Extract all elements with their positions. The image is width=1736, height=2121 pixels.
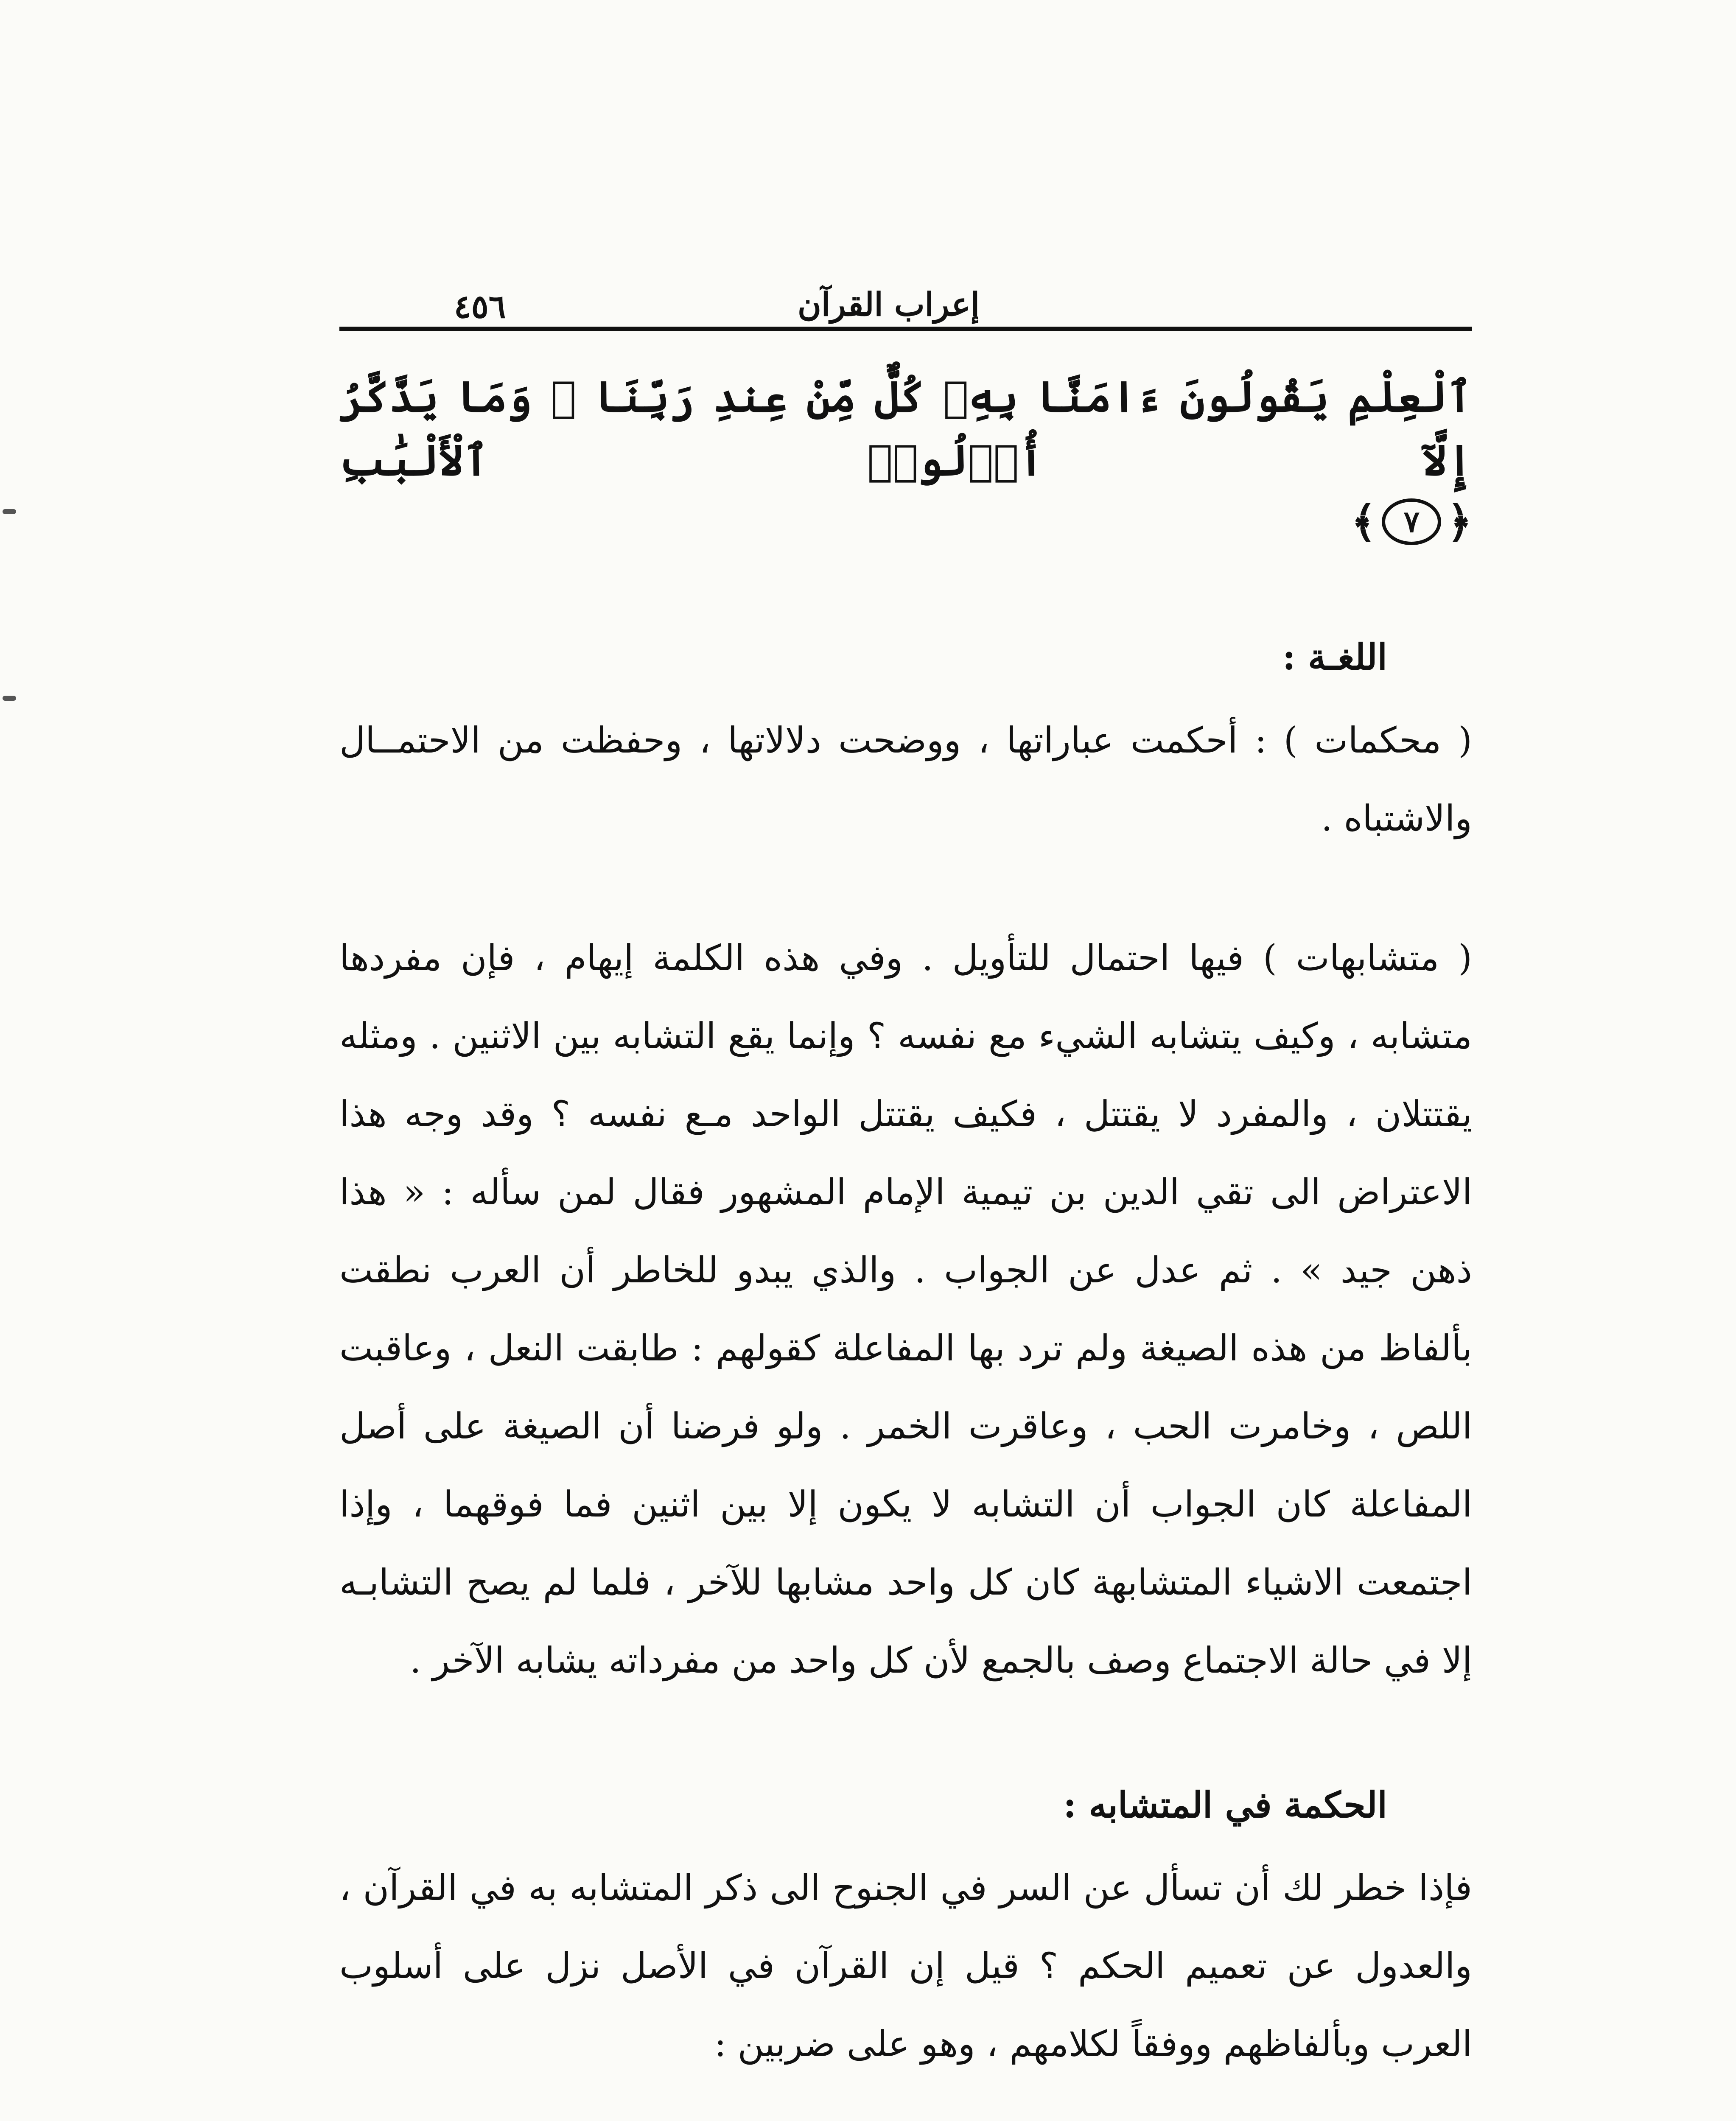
scan-margin-mark [3,696,16,701]
running-header [339,271,1472,327]
section-heading-wisdom: الحكمة في المتشابه : [1063,1783,1387,1826]
paragraph-wisdom: فإذا خطر لك أن تسأل عن السر في الجنوح الى ذكر المتشابه به في القرآن ، والعدول عن تعميم الحكم ؟ قيل إن القرآن في الأصل نزل على أسلوب العرب وبألفاظهم ووفقاً لكلامهم ، وهو على ضربين : [339,1867,1472,2065]
verse-end [339,496,1472,547]
book-title: إعراب القرآن [798,285,980,323]
verse-bracket-open: ﴿ [1447,497,1472,547]
scan-margin-mark [3,509,16,514]
page-content [339,271,1472,2083]
paragraph-mutashabihat: ( متشابهات ) فيها احتمال للتأويل . وفي هذه الكلمة إيهام ، فإن مفردها متشابه ، وكيف يتشابه الشيء مع نفسه ؟ وإنما يقع التشابه بين الاثنين . ومثله يقتتلان ، والمفرد لا يقتتل ، فكيف يقتتل الواحد مـع نفسه ؟ وقد وجه هذا الاعتراض الى تقي الدين بن تيمية الإمام المشهور فقال لمن سأله : « هذا ذهن جيد » . ثم عدل عن الجواب . والذي يبدو للخاطر أن العرب نطقت بألفاظ من هذه الصيغة ولم ترد بها المفاعلة كقولهم : طابقت النعل ، وعاقبت اللص ، وخامرت الحب ، وعاقرت الخمر . ولو فرضنا أن الصيغة على أصل المفاعلة كان الجواب أن التشابه لا يكون إلا بين اثنين فما فوقهما ، وإذا اجتمعت الاشياء المتشابهة كان كل واحد مشابها للآخر ، فلما لم يصح التشابـه إلا في حالة الاجتماع وصف بالجمع لأن كل واحد من مفرداته يشابه الآخر . [339,937,1472,1681]
page-number: ٤٥٦ [454,288,506,325]
section-heading-language: اللغـة : [1282,636,1387,678]
paragraph-muhkamat: ( محكمات ) : أحكمت عباراتها ، ووضحت دلالاتها ، وحفظت من الاحتمــال والاشتباه . [339,719,1472,839]
header-rule [339,327,1472,331]
verse-bracket-close: ﴾ [1351,497,1376,547]
quran-verse: ٱلْعِلْمِ يَقُولُونَ ءَامَنَّا بِهِۦ كُلٌّ مِّنْ عِندِ رَبِّنَا ۗ وَمَا يَذَّكَّرُ إِلَّآ أُو۟لُوا۟ ٱلْأَلْبَٰبِ [339,372,1472,485]
verse-number-marker: ٧ [1382,498,1441,545]
